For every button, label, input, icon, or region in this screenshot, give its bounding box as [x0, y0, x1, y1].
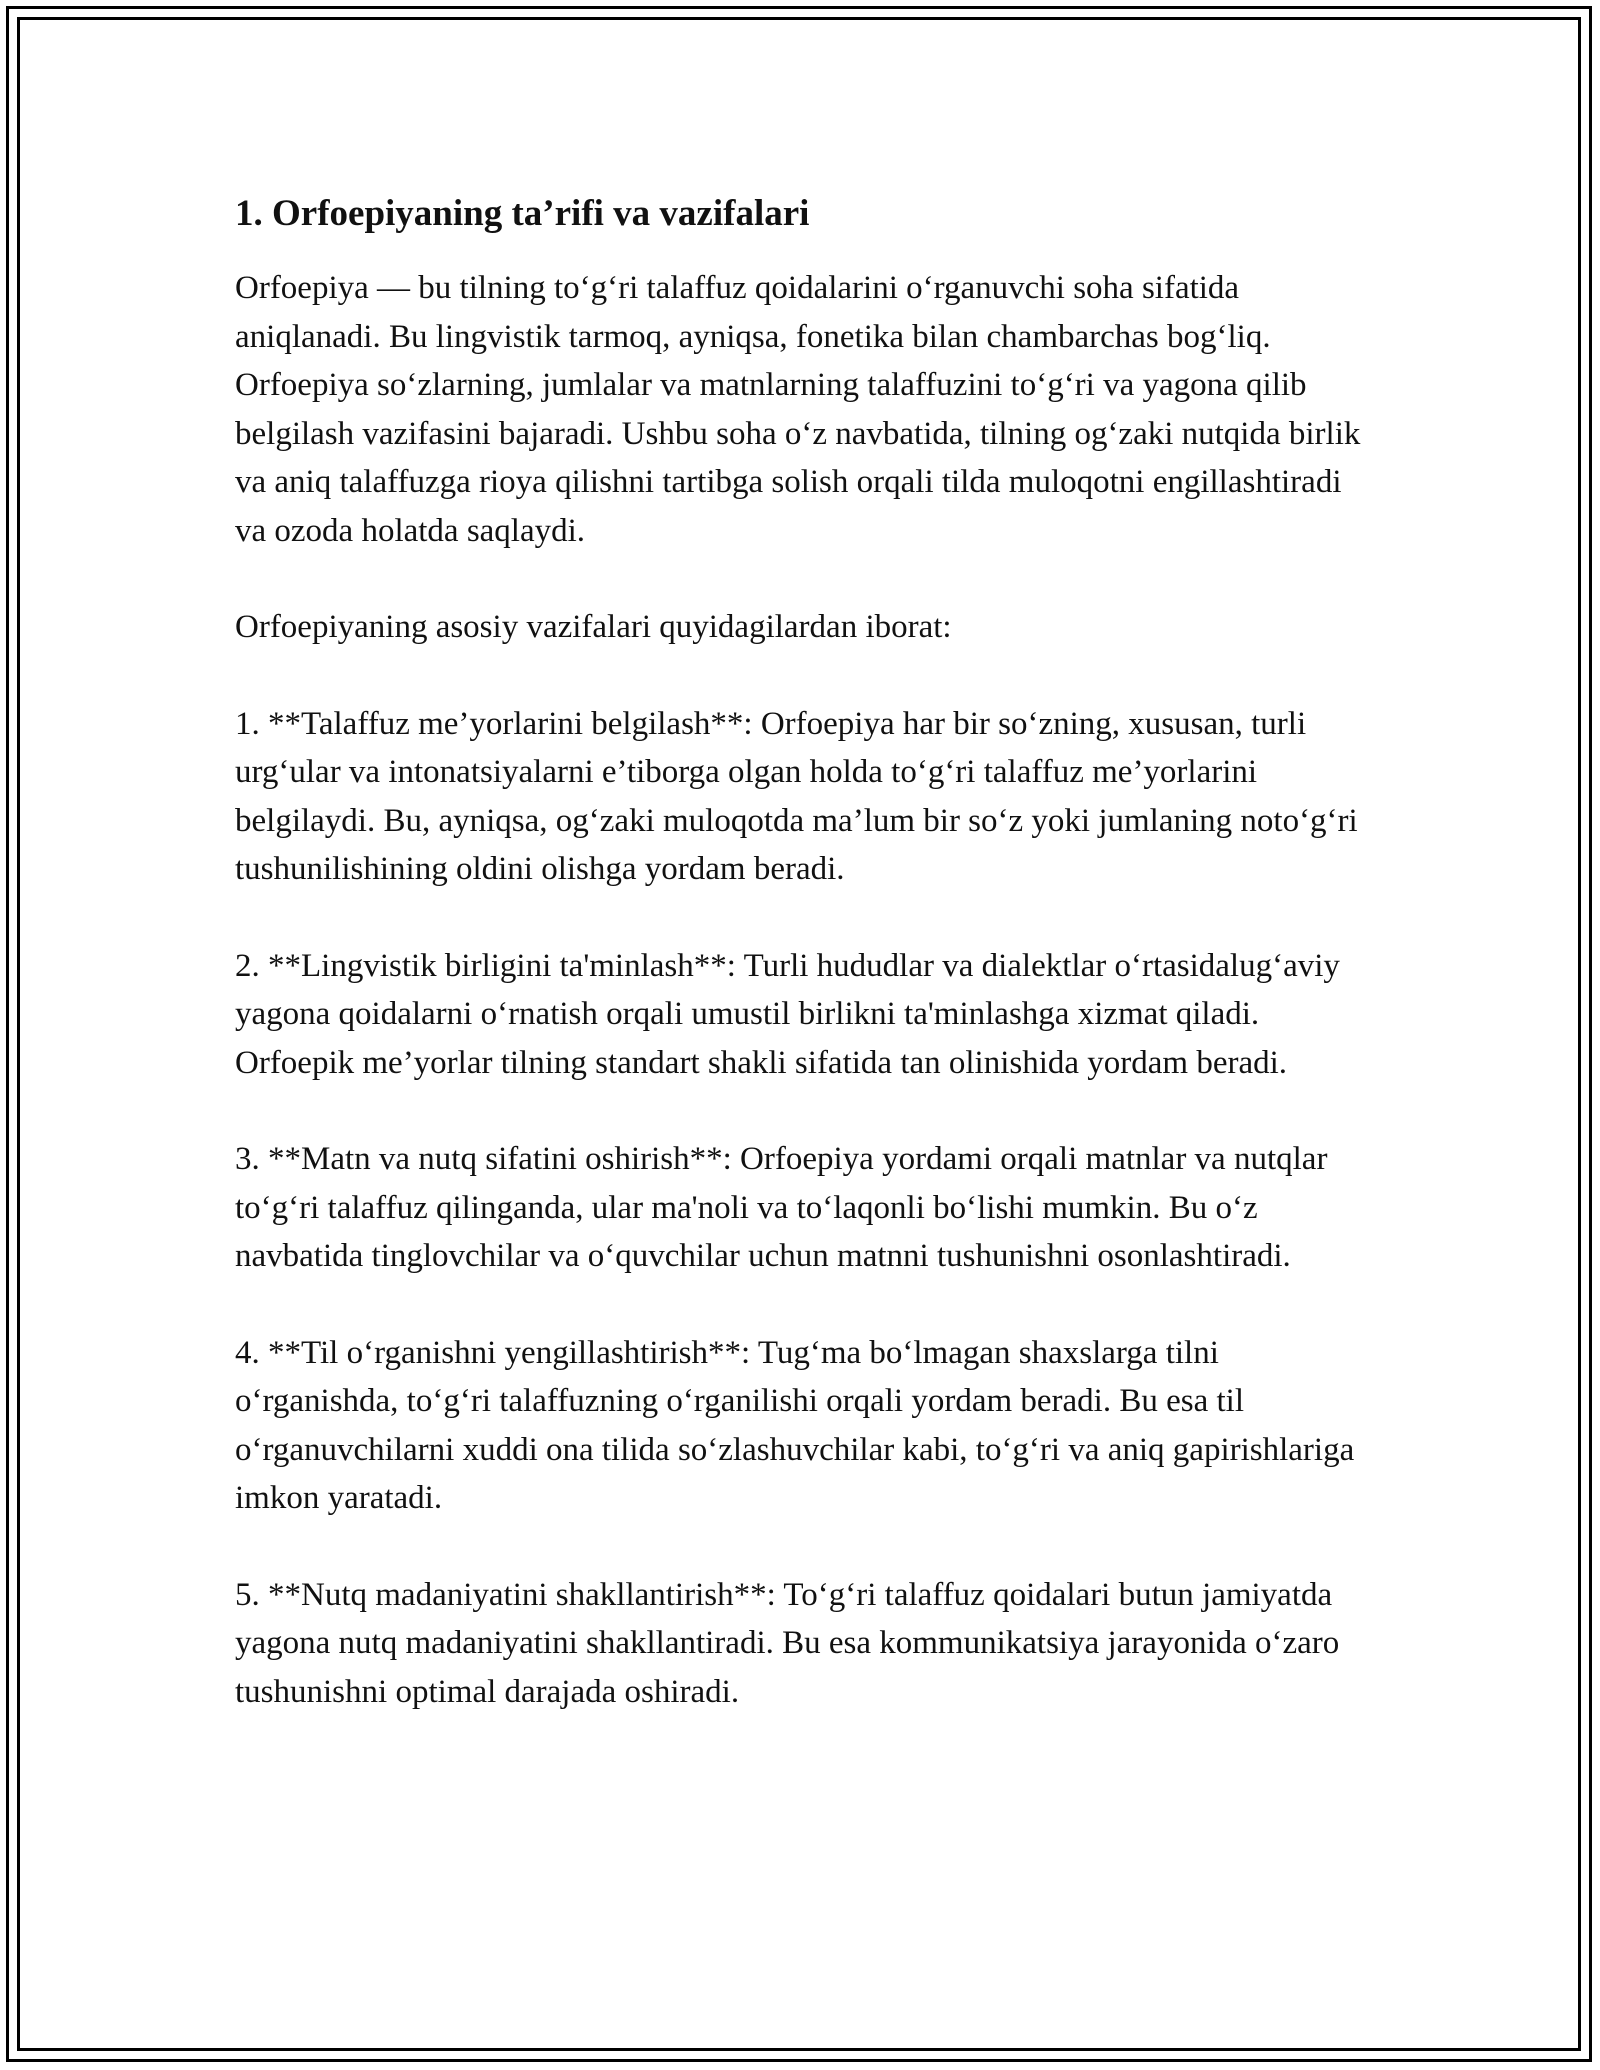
section-heading: 1. Orfoepiyaning ta’rifi va vazifalari — [235, 193, 810, 234]
document-body — [235, 190, 1375, 1764]
list-item-4: 4. **Til o‘rganishni yengillashtirish**: Tug‘ma bo‘lmagan shaxslarga tilni o‘rganishda, to‘g‘ri talaffuzning o‘rganilishi orqali yordam beradi. Bu esa til o‘rganuvchilarni xuddi ona tilida so‘zlashuvchilar kabi, to‘g‘ri va aniq gapirishlariga imkon yaratadi. — [235, 1334, 1355, 1516]
list-item-2: 2. **Lingvistik birligini ta'minlash**: Turli hududlar va dialektlar o‘rtasidalug‘aviy yagona qoidalarni o‘rnatish orqali umustil birlikni ta'minlashga xizmat qiladi. Orfoepik me’yorlar tilning standart shakli sifatida tan olinishida yordam beradi. — [235, 947, 1340, 1081]
list-item-3: 3. **Matn va nutq sifatini oshirish**: Orfoepiya yordami orqali matnlar va nutqlar to‘g‘ri talaffuz qilinganda, ular ma'noli va to‘laqonli bo‘lishi mumkin. Bu o‘z navbatida tinglovchilar va o‘quvchilar uchun matnni tushunishni osonlashtiradi. — [235, 1141, 1328, 1274]
list-item-5: 5. **Nutq madaniyatini shakllantirish**: To‘g‘ri talaffuz qoidalari butun jamiyatda yagona nutq madaniyatini shakllantiradi. Bu esa kommunikatsiya jarayonida o‘zaro tushunishni optimal darajada oshiradi. — [235, 1576, 1340, 1710]
paragraph-tasks-intro: Orfoepiyaning asosiy vazifalari quyidagilardan iborat: — [235, 609, 952, 645]
list-item-1: 1. **Talaffuz me’yorlarini belgilash**: Orfoepiya har bir so‘zning, xususan, turli urg‘ular va intonatsiyalarni e’tiborga olgan holda to‘g‘ri talaffuz me’yorlarini belgilaydi. Bu, ayniqsa, og‘zaki muloqotda ma’lum bir so‘z yoki jumlaning noto‘g‘ri tushunilishining oldini olishga yordam beradi. — [235, 705, 1358, 887]
paragraph-definition: Orfoepiya — bu tilning to‘g‘ri talaffuz qoidalarini o‘rganuvchi soha sifatida aniqlanadi. Bu lingvistik tarmoq, ayniqsa, fonetika bilan chambarchas bog‘liq. Orfoepiya so‘zlarning, jumlalar va matnlarning talaffuzini to‘g‘ri va yagona qilib belgilash vazifasini bajaradi. Ushbu soha o‘z navbatida, tilning og‘zaki nutqida birlik va aniq talaffuzga rioya qilishni tartibga solish orqali tilda muloqotni engillashtiradi va ozoda holatda saqlaydi. — [235, 270, 1361, 549]
